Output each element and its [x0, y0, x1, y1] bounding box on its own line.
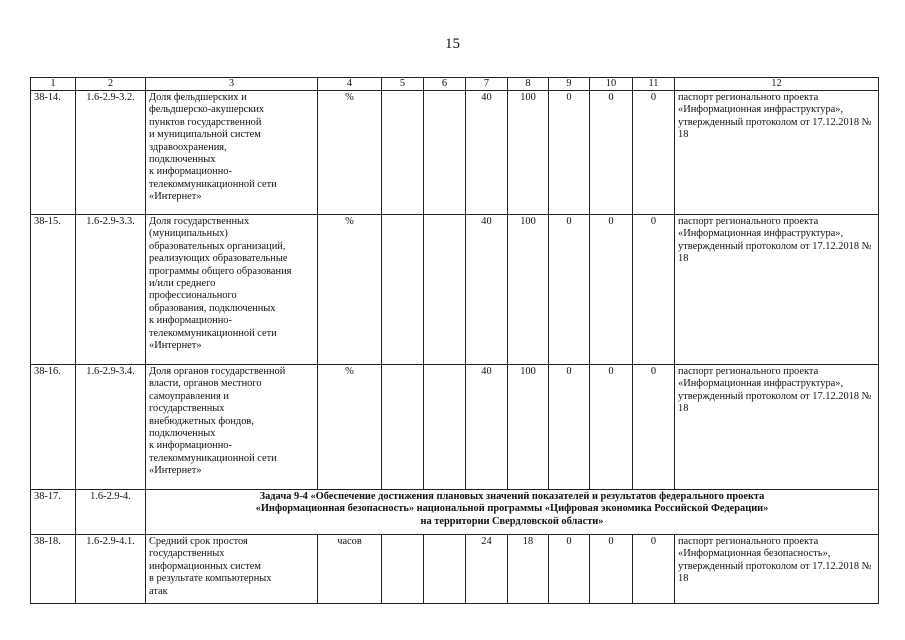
row-code: 1.6-2.9-3.4. — [76, 365, 146, 490]
indicator-name: Доля государственных (муниципальных) образовательных организаций, реализующих образовательные программы общего образования и/или среднего профессионального образования, подключенных к информационно- телекоммуникационной сети «Интернет» — [146, 215, 318, 365]
column-number: 4 — [318, 78, 382, 91]
column-number-row — [31, 78, 879, 91]
source-document: паспорт регионального проекта «Информационная инфраструктура», утвержденный протоколом от 17.12.2018 № 18 — [675, 215, 879, 365]
value-col-6 — [424, 365, 466, 490]
unit: % — [318, 91, 382, 215]
source-document: паспорт регионального проекта «Информационная инфраструктура», утвержденный протоколом от 17.12.2018 № 18 — [675, 365, 879, 490]
source-document: паспорт регионального проекта «Информационная безопасность», утвержденный протоколом от 17.12.2018 № 18 — [675, 535, 879, 604]
row-number: 38-17. — [31, 490, 76, 535]
value-col-11: 0 — [633, 91, 675, 215]
table-row — [31, 91, 879, 215]
column-number: 9 — [549, 78, 590, 91]
value-col-8: 100 — [508, 365, 549, 490]
value-col-7: 40 — [466, 215, 508, 365]
value-col-6 — [424, 91, 466, 215]
page-number: 15 — [445, 36, 460, 52]
column-number: 3 — [146, 78, 318, 91]
value-col-6 — [424, 215, 466, 365]
value-col-9: 0 — [549, 91, 590, 215]
row-code: 1.6-2.9-3.3. — [76, 215, 146, 365]
row-code: 1.6-2.9-3.2. — [76, 91, 146, 215]
indicator-name: Доля органов государственной власти, органов местного самоуправления и государственных внебюджетных фондов, подключенных к информационно- телекоммуникационной сети «Интернет» — [146, 365, 318, 490]
table-row — [31, 215, 879, 365]
row-code: 1.6-2.9-4.1. — [76, 535, 146, 604]
row-code: 1.6-2.9-4. — [76, 490, 146, 535]
row-number: 38-18. — [31, 535, 76, 604]
value-col-5 — [382, 91, 424, 215]
row-number: 38-14. — [31, 91, 76, 215]
value-col-7: 40 — [466, 91, 508, 215]
table-row — [31, 365, 879, 490]
value-col-9: 0 — [549, 215, 590, 365]
value-col-5 — [382, 365, 424, 490]
value-col-9: 0 — [549, 365, 590, 490]
value-col-11: 0 — [633, 535, 675, 604]
row-number: 38-15. — [31, 215, 76, 365]
value-col-10: 0 — [590, 535, 633, 604]
value-col-6 — [424, 535, 466, 604]
value-col-8: 100 — [508, 215, 549, 365]
value-col-9: 0 — [549, 535, 590, 604]
task-row — [31, 490, 879, 535]
indicator-name: Средний срок простоя государственных информационных систем в результате компьютерных атак — [146, 535, 318, 604]
indicator-name: Доля фельдшерских и фельдшерско-акушерских пунктов государственной и муниципальной систем здравоохранения, подключенных к информационно- телекоммуникационной сети «Интернет» — [146, 91, 318, 215]
source-document: паспорт регионального проекта «Информационная инфраструктура», утвержденный протоколом от 17.12.2018 № 18 — [675, 91, 879, 215]
indicators-table — [30, 77, 879, 604]
column-number: 5 — [382, 78, 424, 91]
unit: часов — [318, 535, 382, 604]
value-col-11: 0 — [633, 365, 675, 490]
value-col-7: 24 — [466, 535, 508, 604]
unit: % — [318, 365, 382, 490]
column-number: 11 — [633, 78, 675, 91]
column-number: 8 — [508, 78, 549, 91]
column-number: 1 — [31, 78, 76, 91]
column-number: 6 — [424, 78, 466, 91]
task-heading: Задача 9-4 «Обеспечение достижения плановых значений показателей и результатов федерального проекта «Информационная безопасность» национальной программы «Цифровая экономика Российской Федерации» на территории Свердловской области» — [146, 490, 879, 535]
column-number: 7 — [466, 78, 508, 91]
value-col-10: 0 — [590, 215, 633, 365]
value-col-7: 40 — [466, 365, 508, 490]
column-number: 12 — [675, 78, 879, 91]
value-col-8: 100 — [508, 91, 549, 215]
value-col-10: 0 — [590, 91, 633, 215]
value-col-8: 18 — [508, 535, 549, 604]
value-col-5 — [382, 215, 424, 365]
column-number: 2 — [76, 78, 146, 91]
value-col-5 — [382, 535, 424, 604]
column-number: 10 — [590, 78, 633, 91]
value-col-11: 0 — [633, 215, 675, 365]
value-col-10: 0 — [590, 365, 633, 490]
row-number: 38-16. — [31, 365, 76, 490]
unit: % — [318, 215, 382, 365]
table-row — [31, 535, 879, 604]
